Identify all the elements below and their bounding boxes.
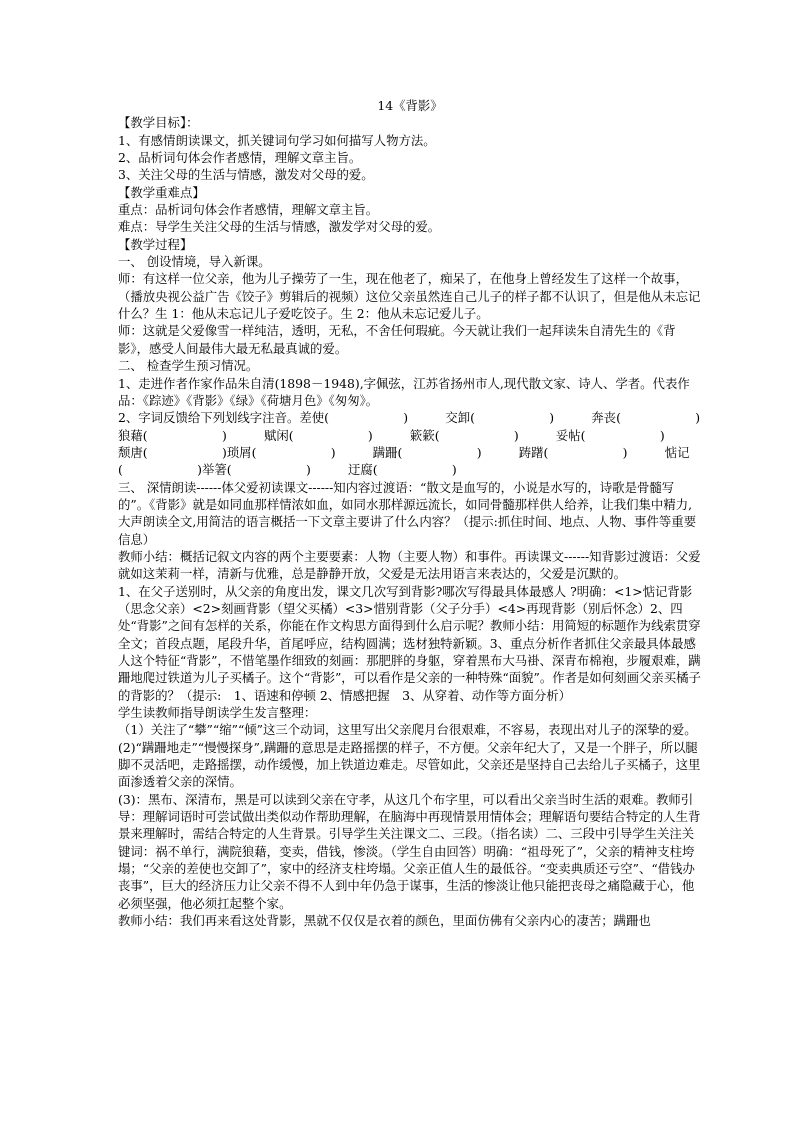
paragraph: 三、 深情朗读------体父爱初读课文------知内容过渡语：“散文是血写的，小说是水写的，诗歌是骨髓写的”。《背影》就是如同血那样情浓如血，如同水那样源远流长，如同骨髓那样供人给养，让我们集中精力,大声朗读全文,用简洁的语言概括一下文章主要讲了什么内容？（提示:抓住时间、地点、人物、事件等重要信息） [118, 479, 697, 547]
paragraph: 教师小结：概括记叙文内容的两个主要要素：人物（主要人物）和事件。再读课文------知背影过渡语：父爱就如这茉莉一样，清新与优雅，总是静静开放，父爱是无法用语言来表达的，父爱是沉默的。 [118, 548, 701, 582]
paragraph: 1、走进作者作家作品朱自清(1898－1948),字佩弦，江苏省扬州市人,现代散文家、诗人、学者。代表作品：《踪迹》《背影》《绿》《荷塘月色》《匆匆》。 [118, 375, 690, 408]
paragraph: 学生读教师指导朗读学生发言整理： [118, 705, 317, 721]
goal-item: 2、品析词句体会作者感情，理解文章主旨。 [118, 150, 362, 166]
paragraph: （1）关注了“攀”“缩”“倾”这三个动词，这里写出父亲爬月台很艰难，不容易，表现出对儿子的深挚的爱。 [118, 722, 697, 738]
key-points-heading: 【教学重难点】 [118, 184, 205, 200]
key-point: 重点：品析词句体会作者感情，理解文章主旨。 [118, 202, 379, 218]
key-point: 难点：导学生关注父母的生活与情感，激发学对父母的爱。 [118, 219, 441, 235]
document-title: 14《背影》 [377, 98, 443, 113]
paragraph: 师：这就是父爱像雪一样纯洁，透明，无私，不舍任何瑕疵。今天就让我们一起拜读朱自清先生的《背影》，感受人间最伟大最无私最真诚的爱。 [118, 323, 676, 356]
paragraph: 2、字词反馈给下列划线字注音。差使( ) 交卸( ) 奔丧( )狼藉( ) 赋闲( ) 簌簌( ) 妥帖( ) 颓唐( )琐屑( ) 蹒跚( ) 踌躇( ) 惦记( )举箸( ) 迂腐( ) [118, 410, 702, 478]
paragraph: 教师小结：我们再来看这处背影，黑就不仅仅是衣着的颜色，里面仿佛有父亲内心的凄苦；蹒跚也 [118, 913, 651, 929]
paragraph: (2)“蹒跚地走”“慢慢探身”,蹒跚的意思是走路摇摆的样子，不方便。父亲年纪大了，又是一个胖子，所以腿脚不灵活吧，走路摇摆，动作缓慢，加上铁道边难走。尽管如此，父亲还是坚持自己去给儿子买橘子，这里面渗透着父亲的深情。 [118, 739, 701, 790]
goal-item: 1、有感情朗读课文，抓关键词句学习如何描写人物方法。 [118, 132, 436, 148]
section-heading: 二、 检查学生预习情况。 [118, 358, 259, 374]
paragraph: (3)：黑布、深清布，黑是可以读到父亲在守孝，从这几个布字里，可以看出父亲当时生活的艰难。教师引导：理解词语时可尝试做出类似动作帮助理解，在脑海中再现情景用情体会；理解语句要结合特定的人生背景来理解时，需结合特定的人生背景。引导学生关注课文二、三段。（指名读）二、三段中引导学生关注关键词：祸不单行，满院狼藉，变卖，借钱，惨淡。（学生自由回答）明确：“祖母死了”，父亲的精神支柱垮塌；“父亲的差使也交卸了”，家中的经济支柱垮塌。父亲正值人生的最低谷。“变卖典质还亏空”、“借钱办丧事”，巨大的经济压力让父亲不得不人到中年仍急于谋事，生活的惨淡让他只能把丧母之痛隐藏于心，他必须坚强，他必须扛起整个家。 [118, 791, 701, 911]
goal-item: 3、关注父母的生活与情感，激发对父母的爱。 [118, 167, 374, 183]
paragraph: 1、在父子送别时，从父亲的角度出发，课文几次写到背影?哪次写得最具体最感人 ?明确：<1>惦记背影（思念父亲）<2>刻画背影（望父买橘）<3>惜别背影（父子分手）<4>再现背影（别后怀念）2、四处“背影”之间有怎样的关系，你能在作文构思方面得到什么启示呢？教师小结：用简短的标题作为线索贯穿全文；首段点题，尾段升华，首尾呼应，结构圆满；选材独特新颖。3、重点分析作者抓住父亲最具体最感人这个特征“背影”，不惜笔墨作细致的刻画：那肥胖的身躯，穿着黑布大马褂、深青布棉袍，步履艰难，蹒跚地爬过铁道为儿子买橘子。这个“背影”，可以看作是父亲的一种特殊“面貌”。作者是如何刻画父亲买橘子的背影的？（提示: 1、语速和停顿 2、情感把握 3、从穿着、动作等方面分析） [118, 583, 701, 703]
goals-heading: 【教学目标】： [118, 115, 199, 131]
document-body [118, 97, 702, 930]
section-heading: 一、 创设情境，导入新课。 [118, 254, 271, 270]
process-heading: 【教学过程】 [118, 236, 193, 252]
paragraph: 师：有这样一位父亲，他为儿子操劳了一生，现在他老了，痴呆了，在他身上曾经发生了这样一个故事，（播放央视公益广告《饺子》剪辑后的视频）这位父亲虽然连自己儿子的样子都不认识了，但是他从未忘记什么？生 1：他从未忘记儿子爱吃饺子。生 2：他从未忘记爱儿子。 [118, 271, 701, 322]
